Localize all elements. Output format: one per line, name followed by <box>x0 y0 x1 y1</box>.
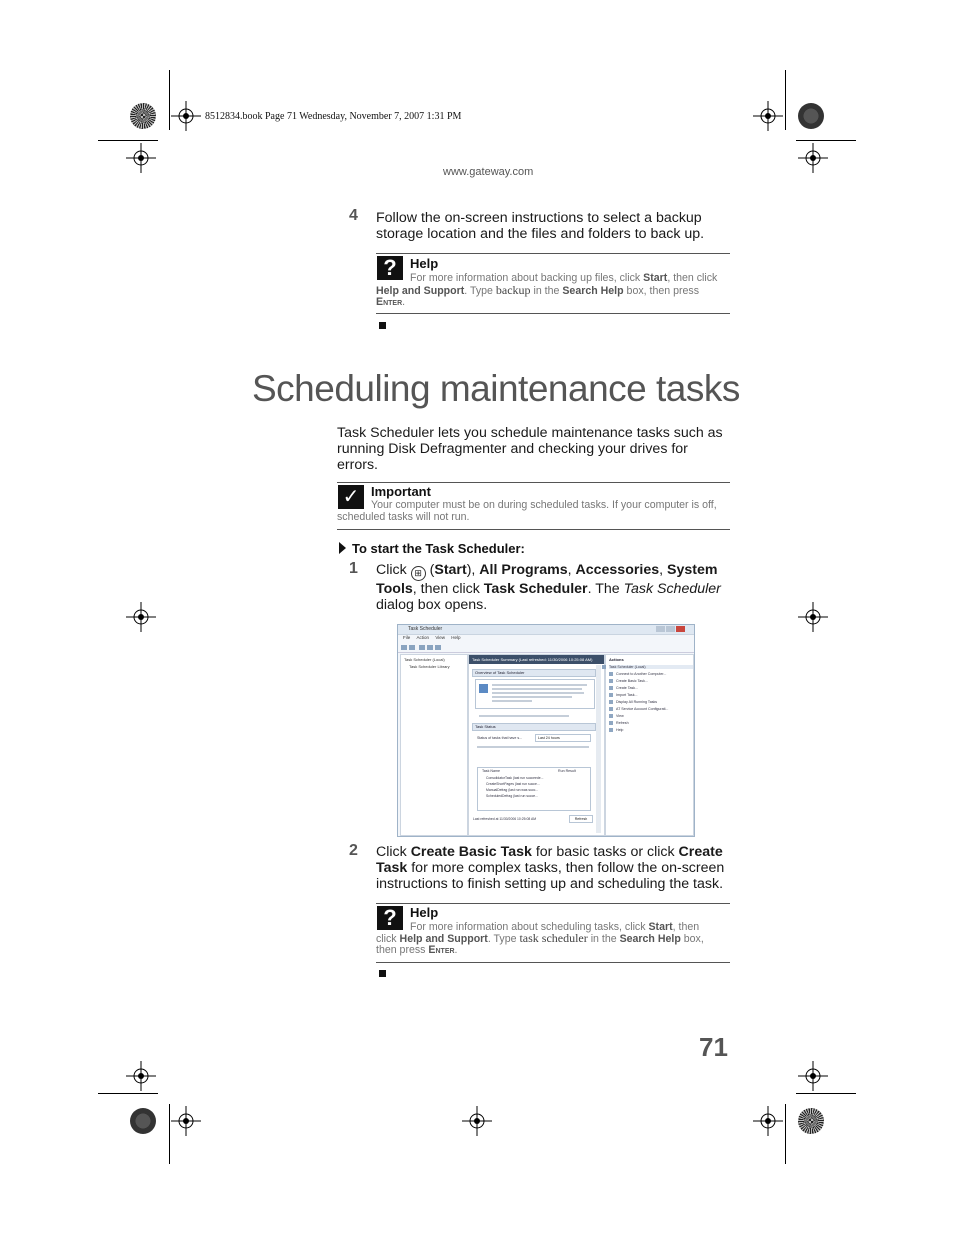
step-text <box>376 562 736 613</box>
step-text-span: , then click <box>412 581 484 597</box>
registration-mark <box>171 1106 201 1136</box>
note-text-span: . Type <box>464 285 496 297</box>
refresh-button: Refresh <box>569 815 593 823</box>
step-text-bold: Task <box>376 860 408 876</box>
actions-pane <box>605 654 694 836</box>
crop-mark <box>785 70 786 130</box>
step-text-span: for more complex tasks, then follow the on-screen <box>407 860 725 876</box>
summary-pane <box>468 654 605 836</box>
text-line <box>477 746 589 748</box>
note-text <box>376 944 458 956</box>
registration-mark <box>798 602 828 632</box>
question-mark-icon: ? <box>377 906 403 930</box>
page-number: 71 <box>699 1032 728 1062</box>
tree-item: Task Scheduler (Local) <box>404 657 445 662</box>
column-header: Run Result <box>558 769 576 773</box>
action-item: Refresh <box>616 721 693 725</box>
registration-rosette <box>798 1108 824 1134</box>
menu-file: File <box>403 635 411 640</box>
question-mark-icon: ? <box>377 256 403 280</box>
info-icon <box>479 684 488 693</box>
column-header: Task Name <box>482 769 500 773</box>
registration-mark <box>126 1061 156 1091</box>
note-text <box>376 296 405 308</box>
note-top-rule <box>376 253 730 254</box>
note-bottom-rule <box>376 962 730 963</box>
action-item: Import Task... <box>616 693 693 697</box>
table-row: ConsolidatorTask (last run succeede... <box>486 776 544 780</box>
note-title: Help <box>410 905 439 920</box>
scrollbar <box>596 665 601 833</box>
crop-mark <box>169 1104 170 1164</box>
note-bottom-rule <box>337 529 730 530</box>
step-text-span: Click <box>376 844 411 860</box>
navigation-tree <box>400 654 468 836</box>
end-of-section-mark <box>379 970 386 977</box>
status-select: Last 24 hours <box>535 734 591 742</box>
note-text-span: box, <box>680 933 704 945</box>
task-scheduler-screenshot <box>397 624 695 837</box>
menu-bar <box>398 635 694 642</box>
action-item: Create Basic Task... <box>616 679 693 683</box>
registration-rosette <box>130 1108 156 1134</box>
maximize-icon <box>666 626 675 632</box>
note-text <box>376 284 730 297</box>
close-icon <box>676 626 685 632</box>
note-top-rule <box>376 903 730 904</box>
note-bottom-rule <box>376 313 730 314</box>
note-text-span: then press <box>376 944 429 956</box>
note-text-span: in the <box>587 933 620 945</box>
procedure-title <box>339 541 525 556</box>
note-text-span: in the <box>530 285 563 297</box>
last-refreshed-text: Last refreshed at 11/30/2006 10:25:08 AM <box>473 817 537 821</box>
action-item: Display All Running Tasks <box>616 700 693 704</box>
note-text-span: click <box>376 933 400 945</box>
crop-mark <box>98 140 158 141</box>
window-title: Task Scheduler <box>408 626 443 632</box>
overview-box <box>475 679 595 709</box>
step-text-bold: System <box>667 562 718 578</box>
summary-header: Task Scheduler Summary (Last refreshed: 11/30/2006 10:25:08 AM) <box>469 655 604 664</box>
step-text-line: instructions to finish setting up and scheduling the task. <box>376 876 724 892</box>
step-text-italic: Task Scheduler <box>623 581 721 597</box>
step-number: 4 <box>349 207 358 224</box>
note-text-bold: Help and Support <box>376 285 465 297</box>
action-item: AT Service Account Configurati... <box>616 707 693 711</box>
registration-mark <box>171 101 201 131</box>
action-item: Task Scheduler (Local) <box>609 665 693 669</box>
toolbar <box>398 643 694 653</box>
note-top-rule <box>337 482 730 483</box>
step-text-span: ( <box>425 562 435 578</box>
checkmark-icon: ✓ <box>338 485 364 509</box>
help-icon <box>427 645 433 650</box>
text-line <box>492 688 582 690</box>
step-text-line: dialog box opens. <box>376 597 488 613</box>
forward-icon <box>409 645 415 650</box>
table-row: CreateShortPages (last run succe... <box>486 782 540 786</box>
note-text-code: backup <box>495 283 531 297</box>
step-text-bold: All Programs <box>479 562 568 578</box>
note-text-span: . Type <box>487 933 520 945</box>
task-list <box>477 767 591 811</box>
step-text <box>376 844 736 892</box>
note-text-bold: Start <box>643 272 668 284</box>
up-icon <box>419 645 425 650</box>
end-of-section-mark <box>379 322 386 329</box>
step-text-bold: Start <box>434 562 467 578</box>
registration-mark <box>798 1061 828 1091</box>
note-text-span: , then click <box>667 272 718 284</box>
crop-mark <box>169 70 170 130</box>
text-line <box>479 715 569 717</box>
note-text-bold: Search Help <box>619 933 681 945</box>
note-text-span: box, then press <box>623 285 699 297</box>
step-text-line <box>376 581 736 597</box>
step-text-line: storage location and the files and folders to back up. <box>376 226 705 242</box>
menu-view: View <box>435 635 445 640</box>
crop-mark <box>796 1093 856 1094</box>
registration-rosette <box>798 103 824 129</box>
text-line <box>492 696 572 698</box>
note-text: Your computer must be on during scheduled tasks. If your computer is off, <box>371 499 717 511</box>
step-text-line <box>376 562 736 581</box>
step-text-span: . The <box>587 581 624 597</box>
step-text-line <box>376 860 736 876</box>
step-text-bold: Create <box>678 844 723 860</box>
note-text-bold: Start <box>648 921 673 933</box>
page-title: Scheduling maintenance tasks <box>252 368 740 409</box>
table-row: ScheduledDefrag (last run succe... <box>486 794 539 798</box>
table-row: ManualDefrag (last run was succ... <box>486 788 539 792</box>
step-text-span: , <box>567 562 576 578</box>
crop-mark <box>98 1093 158 1094</box>
note-text-code: task scheduler <box>519 931 588 945</box>
intro-line: errors. <box>337 457 378 473</box>
note-text <box>410 272 730 284</box>
crop-mark <box>796 140 856 141</box>
note-text-span: . <box>402 296 406 308</box>
step-text-line <box>376 844 736 860</box>
note-text-bold: Help and Support <box>399 933 488 945</box>
registration-rosette <box>130 103 156 129</box>
section-header: Overview of Task Scheduler <box>472 669 596 677</box>
registration-mark <box>462 1106 492 1136</box>
step-text-span: for basic tasks or click <box>531 844 679 860</box>
step-text-bold: Create Basic Task <box>410 844 532 860</box>
registration-mark <box>126 602 156 632</box>
registration-mark <box>126 143 156 173</box>
tree-item: Task Scheduler Library <box>409 664 450 669</box>
print-slug: 8512834.book Page 71 Wednesday, November 7, 2007 1:31 PM <box>205 111 462 122</box>
crop-mark <box>785 1104 786 1164</box>
note-text: scheduled tasks will not run. <box>337 511 470 523</box>
step-number: 2 <box>349 842 358 859</box>
properties-icon <box>435 645 441 650</box>
note-text-span: . <box>454 944 458 956</box>
step-text-line: Follow the on-screen instructions to select a backup <box>376 210 702 226</box>
note-text-bold: Search Help <box>562 285 624 297</box>
registration-mark <box>753 1106 783 1136</box>
text-line <box>492 700 532 702</box>
windows-start-icon: ⊞ <box>411 566 426 581</box>
text-line <box>492 684 587 686</box>
step-text-bold: Task Scheduler <box>483 581 588 597</box>
intro-paragraph <box>337 425 723 473</box>
step-text <box>376 210 704 242</box>
note-title: Help <box>410 256 439 271</box>
note-text-span: , then <box>672 921 700 933</box>
action-item: Connect to Another Computer... <box>616 672 693 676</box>
action-item: Help <box>616 728 693 732</box>
registration-mark <box>753 101 783 131</box>
step-number: 1 <box>349 560 358 577</box>
minimize-icon <box>656 626 665 632</box>
menu-help: Help <box>451 635 461 640</box>
step-text-span: ), <box>466 562 480 578</box>
header-url: www.gateway.com <box>443 166 534 178</box>
menu-action: Action <box>416 635 430 640</box>
registration-mark <box>798 143 828 173</box>
note-text-key: Enter <box>376 296 403 308</box>
note-title: Important <box>371 484 431 499</box>
intro-line: Task Scheduler lets you schedule maintenance tasks such as <box>337 425 723 441</box>
note-text-span: For more information about scheduling tasks, click <box>410 921 649 933</box>
window-titlebar <box>398 625 694 635</box>
note-text-key: Enter <box>428 944 455 956</box>
action-item: View <box>616 714 693 718</box>
back-icon <box>401 645 407 650</box>
status-label: Status of tasks that have s... <box>477 736 523 740</box>
procedure-title-text: To start the Task Scheduler: <box>352 541 525 556</box>
arrow-right-icon <box>339 542 346 554</box>
step-text-span: , <box>659 562 667 578</box>
text-line <box>492 692 584 694</box>
section-header: Task Status <box>472 723 596 731</box>
step-text-span: Click <box>376 562 411 578</box>
action-item: Create Task... <box>616 686 693 690</box>
intro-line: running Disk Defragmenter and checking your drives for <box>337 441 688 457</box>
step-text-bold: Tools <box>376 581 413 597</box>
note-text-span: For more information about backing up files, click <box>410 272 644 284</box>
step-text-bold: Accessories <box>575 562 660 578</box>
actions-header: Actions <box>609 657 624 662</box>
